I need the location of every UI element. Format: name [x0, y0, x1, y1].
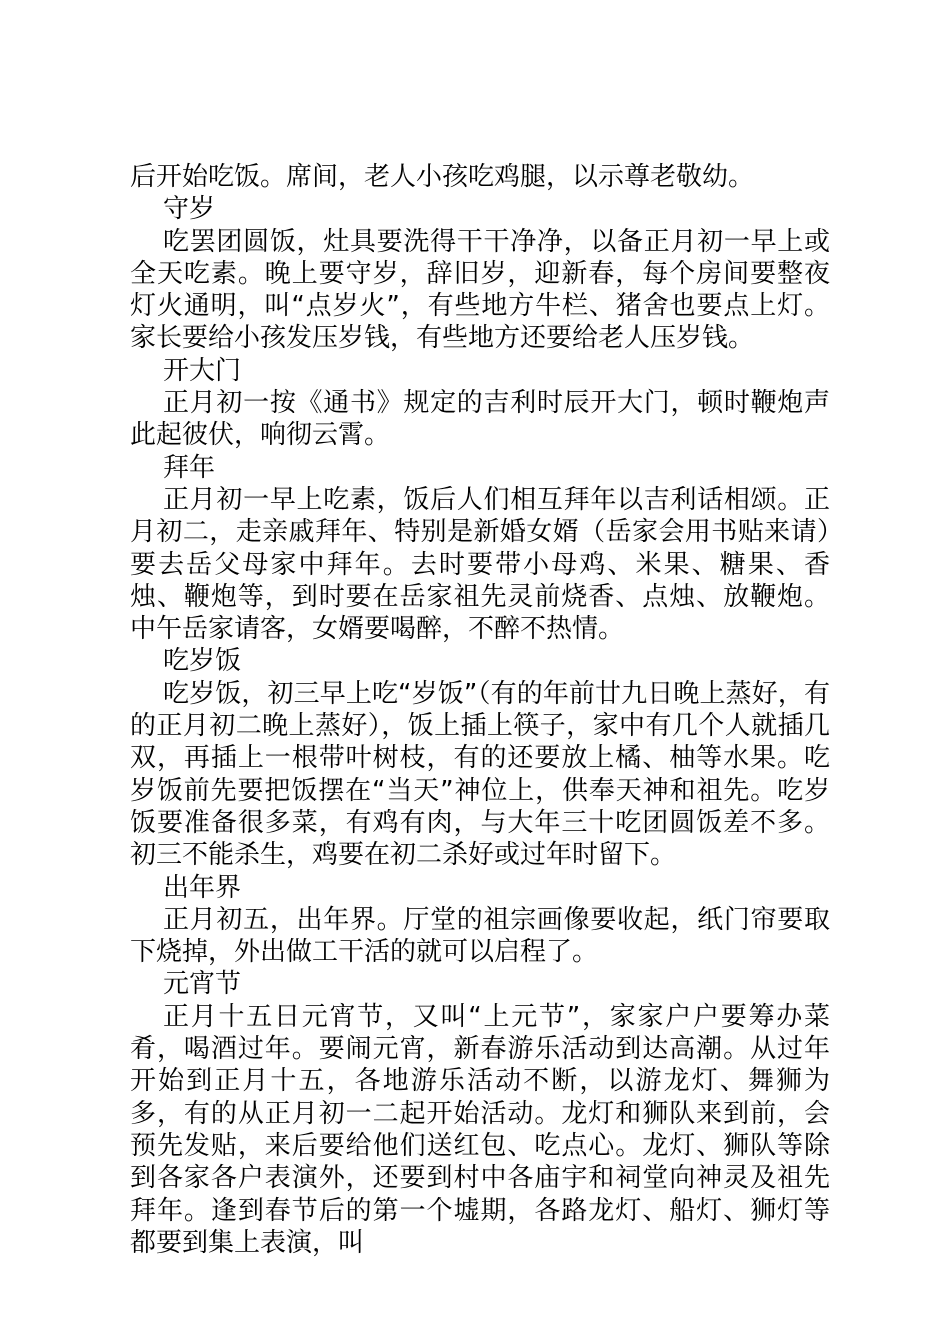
section-bainian	[130, 452, 830, 646]
section-chunianjie	[130, 872, 830, 969]
section-paragraph: 正月初一早上吃素，饭后人们相互拜年以吉利话相颂。正月初二，走亲戚拜年、特别是新婚女婿（岳家会用书贴来请）要去岳父母家中拜年。去时要带小母鸡、米果、糖果、香烛、鞭炮等，到时要在岳家祖先灵前烧香、点烛、放鞭炮。中午岳家请客，女婿要喝醉，不醉不热情。	[130, 484, 830, 645]
section-heading: 拜年	[163, 452, 216, 483]
section-chisuifan	[130, 645, 830, 871]
section-yuanxiaojie	[130, 968, 830, 1259]
section-paragraph: 正月初一按《通书》规定的吉利时辰开大门，顿时鞭炮声此起彼伏，响彻云霄。	[130, 388, 830, 451]
section-shousui	[130, 193, 830, 354]
opening-paragraph: 后开始吃饭。席间，老人小孩吃鸡腿，以示尊老敬幼。	[130, 162, 755, 192]
section-paragraph: 吃罢团圆饭，灶具要洗得干干净净，以备正月初一早上或全天吃素。晚上要守岁，辞旧岁，迎新春，每个房间要整夜灯火通明，叫“点岁火”，有些地方牛栏、猪舍也要点上灯。家长要给小孩发压岁钱，有些地方还要给老人压岁钱。	[130, 226, 830, 354]
section-heading: 吃岁饭	[163, 646, 242, 677]
section-heading: 守岁	[163, 194, 216, 225]
document-body	[130, 161, 830, 1259]
section-heading: 开大门	[163, 355, 242, 386]
section-paragraph: 吃岁饭，初三早上吃“岁饭”（有的年前廿九日晚上蒸好，有的正月初二晚上蒸好），饭上插上筷子，家中有几个人就插几双，再插上一根带叶树枝，有的还要放上橘、柚等水果。吃岁饭前先要把饭摆在“当天”神位上，供奉天神和祖先。吃岁饭要准备很多菜，有鸡有肉，与大年三十吃团圆饭差不多。初三不能杀生，鸡要在初二杀好或过年时留下。	[130, 678, 830, 871]
section-heading: 元宵节	[163, 969, 242, 1000]
section-paragraph: 正月十五日元宵节，又叫“上元节”，家家户户要筹办菜肴，喝酒过年。要闹元宵，新春游乐活动到达高潮。从过年开始到正月十五，各地游乐活动不断，以游龙灯、舞狮为多，有的从正月初一二起开始活动。龙灯和狮队来到前，会预先发贴，来后要给他们送红包、吃点心。龙灯、狮队等除到各家各户表演外，还要到村中各庙宇和祠堂向神灵及祖先拜年。逢到春节后的第一个墟期，各路龙灯、船灯、狮灯等都要到集上表演，叫	[130, 1001, 830, 1258]
section-heading: 出年界	[163, 872, 242, 903]
section-paragraph: 正月初五，出年界。厅堂的祖宗画像要收起，纸门帘要取下烧掉，外出做工干活的就可以启程了。	[130, 904, 830, 968]
section-kaidamen	[130, 355, 830, 452]
